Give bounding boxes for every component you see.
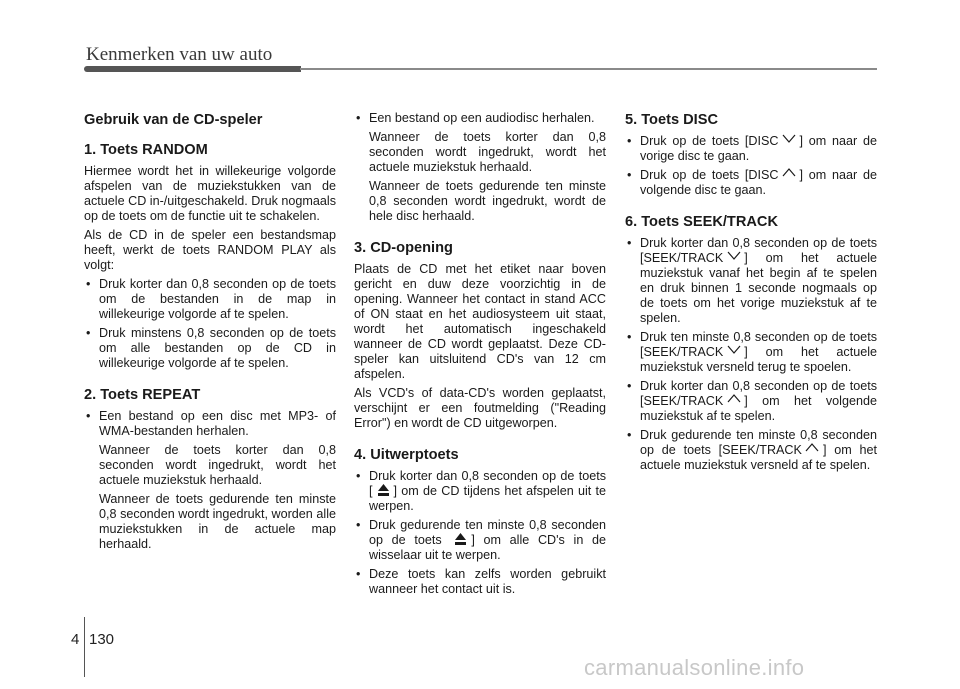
paragraph: Als VCD's of data-CD's worden geplaatst, verschijnt er een foutmelding ("Reading Error") en wordt de CD uitgeworpen. xyxy=(354,386,606,430)
sub-paragraph: Wanneer de toets korter dan 0,8 seconden wordt ingedrukt, wordt het actuele muziekstuk herhaald. xyxy=(99,443,336,487)
section-title-cd-opening: 3. CD-opening xyxy=(354,240,453,256)
list-item xyxy=(625,168,877,198)
bullet-list xyxy=(625,134,877,198)
list-item xyxy=(625,330,877,375)
text: ] om de CD tijdens het afspelen uit te werpen. xyxy=(369,484,606,513)
list-item xyxy=(625,134,877,164)
text: ] om het volgende muziekstuk af te spelen. xyxy=(640,394,877,423)
column-2 xyxy=(354,111,606,601)
list-item xyxy=(354,469,606,514)
eject-icon xyxy=(375,484,392,497)
paragraph: Plaats de CD met het etiket naar boven gericht en duw deze voorzichtig in de opening. Wanneer het contact in stand ACC of ON staat en het audiosysteem uit staat, wordt het automatisch ingeschakeld wanneer de CD wordt geplaatst. Deze CD-speler kan uitsluitend CD's van 12 cm afspelen. xyxy=(354,262,606,381)
list-item: • Deze toets kan zelfs worden gebruikt wanneer het contact uit is. xyxy=(354,567,606,597)
section-title-random: 1. Toets RANDOM xyxy=(84,142,208,158)
page-header-title: Kenmerken van uw auto xyxy=(86,44,273,65)
text: Druk op de toets [DISC xyxy=(640,134,779,148)
section-title-eject: 4. Uitwerptoets xyxy=(354,447,459,463)
text: ] om naar de volgende disc te gaan. xyxy=(640,168,877,197)
text: Druk korter dan 0,8 seconden op de toets [SEEK/TRACK xyxy=(640,379,877,408)
text: ] om het actuele muziekstuk versneld af te spelen. xyxy=(640,443,877,472)
text: ] om alle CD's in de wisselaar uit te werpen. xyxy=(369,533,606,562)
list-item xyxy=(354,518,606,563)
text: Druk gedurende ten minste 0,8 seconden op de toets [SEEK/TRACK xyxy=(640,428,877,457)
section-title-seek-track: 6. Toets SEEK/TRACK xyxy=(625,214,778,230)
column-1 xyxy=(84,111,336,556)
list-item: • Een bestand op een disc met MP3- of WMA-bestanden herhalen. xyxy=(84,409,336,439)
eject-icon xyxy=(452,533,469,546)
chevron-down-icon xyxy=(725,345,742,358)
text: Druk op de toets [DISC xyxy=(640,168,779,182)
text: Druk ten minste 0,8 seconden op de toets [SEEK/TRACK xyxy=(640,330,877,359)
text: Druk korter dan 0,8 seconden op de toets [SEEK/TRACK xyxy=(640,236,877,265)
section-heading-cd-player: Gebruik van de CD-speler xyxy=(84,112,263,128)
text: ] om het actuele muziekstuk versneld terug te spoelen. xyxy=(640,345,877,374)
section-title-disc: 5. Toets DISC xyxy=(625,112,718,128)
sub-paragraph: Wanneer de toets gedurende ten minste 0,8 seconden wordt ingedrukt, worden alle muziekstukken in de actuele map herhaald. xyxy=(99,492,336,551)
header-rule xyxy=(300,68,877,70)
header-bar xyxy=(84,66,301,72)
list-item xyxy=(625,236,877,326)
footer-divider xyxy=(84,617,85,677)
text: ] om naar de vorige disc te gaan. xyxy=(640,134,877,163)
chevron-up-icon xyxy=(781,168,798,181)
chevron-down-icon xyxy=(781,134,798,147)
bullet-list xyxy=(354,111,606,126)
chapter-number: 4 xyxy=(71,631,80,648)
list-item: • Druk korter dan 0,8 seconden op de toets om de bestanden in de map in willekeurige volgorde af te spelen. xyxy=(84,277,336,322)
list-item: • Een bestand op een audiodisc herhalen. xyxy=(354,111,606,126)
list-item xyxy=(625,379,877,424)
bullet-list xyxy=(354,469,606,597)
page-number: 130 xyxy=(89,631,115,648)
watermark: carmanualsonline.info xyxy=(584,655,805,680)
list-item: • Druk minstens 0,8 seconden op de toets om alle bestanden op de CD in willekeurige volgorde af te spelen. xyxy=(84,326,336,371)
paragraph: Als de CD in de speler een bestandsmap heeft, werkt de toets RANDOM PLAY als volgt: xyxy=(84,228,336,272)
text: ] om het actuele muziekstuk vanaf het begin af te spelen en druk binnen 1 seconde nogmaals op de toets om het vorige muziekstuk af te spelen. xyxy=(640,251,877,325)
bullet-list xyxy=(84,277,336,371)
chevron-down-icon xyxy=(725,251,742,264)
chevron-up-icon xyxy=(725,394,742,407)
text: Druk gedurende ten minste 0,8 seconden op de toets xyxy=(369,518,606,547)
list-item xyxy=(625,428,877,473)
bullet-list xyxy=(625,236,877,473)
sub-paragraph: Wanneer de toets gedurende ten minste 0,8 seconden wordt ingedrukt, wordt de hele disc herhaald. xyxy=(369,179,606,223)
paragraph: Hiermee wordt het in willekeurige volgorde afspelen van de muziekstukken van de actuele CD in-/uitgeschakeld. Druk nogmaals op de toets om de functie uit te schakelen. xyxy=(84,164,336,223)
text: Druk korter dan 0,8 seconden op de toets [ xyxy=(369,469,606,498)
bullet-list xyxy=(84,409,336,439)
sub-paragraph: Wanneer de toets korter dan 0,8 seconden wordt ingedrukt, wordt het actuele muziekstuk herhaald. xyxy=(369,130,606,174)
section-title-repeat: 2. Toets REPEAT xyxy=(84,387,201,403)
column-3 xyxy=(625,111,877,477)
chevron-up-icon xyxy=(804,443,821,456)
